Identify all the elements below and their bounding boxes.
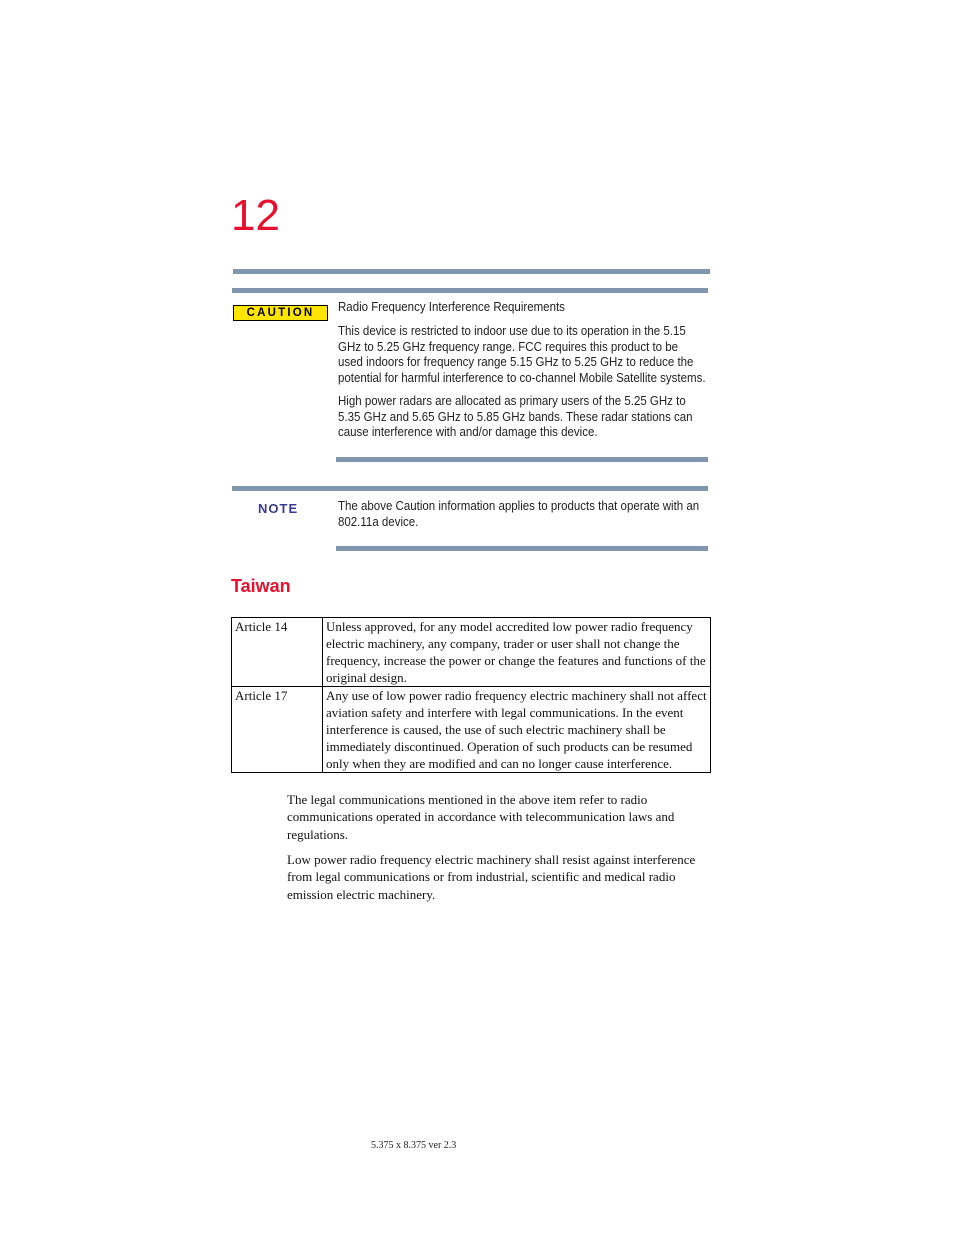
article-label: Article 14 [232, 618, 323, 687]
note-badge: NOTE [258, 501, 299, 516]
caution-badge: CAUTION [233, 305, 328, 321]
table-row [232, 618, 711, 687]
articles-table [231, 617, 711, 773]
caution-paragraph-2: High power radars are allocated as primary users of the 5.25 GHz to 5.35 GHz and 5.65 GHz to 5.85 GHz bands. These radar stations can cause interference with and/or damage this device. [338, 394, 693, 439]
note-bottom-rule [336, 546, 708, 551]
page-footer: 5.375 x 8.375 ver 2.3 [371, 1140, 457, 1151]
page-number: 12 [231, 191, 280, 240]
note-text: The above Caution information applies to products that operate with an 802.11a device. [338, 499, 700, 529]
body-paragraph-1: The legal communications mentioned in the above item refer to radio communications operated in accordance with telecommunication laws and regulations. [287, 792, 675, 842]
caution-paragraph-1: This device is restricted to indoor use due to its operation in the 5.15 GHz to 5.25 GHz frequency range. FCC requires this product to be used indoors for frequency range 5.15 GHz to 5.25 GHz to reduce the potential for harmful interference to co-channel Mobile Satellite systems. [338, 324, 706, 385]
caution-bottom-rule [336, 457, 708, 462]
article-label: Article 17 [232, 687, 323, 773]
article-text: Unless approved, for any model accredited low power radio frequency electric machinery, any company, trader or user shall not change the frequency, increase the power or change the features and functions of the original design. [323, 618, 711, 687]
body-paragraph-2: Low power radio frequency electric machinery shall resist against interference from legal communications or from industrial, scientific and medical radio emission electric machinery. [287, 852, 696, 902]
caution-title: Radio Frequency Interference Requirements [338, 300, 565, 314]
table-row [232, 687, 711, 773]
section-heading: Taiwan [231, 576, 291, 596]
note-top-rule [232, 486, 708, 491]
header-rule [233, 269, 710, 274]
article-text: Any use of low power radio frequency electric machinery shall not affect aviation safety and interfere with legal communications. In the event interference is caused, the use of such electric machinery shall be immediately discontinued. Operation of such products can be resumed only when they are modified and can no longer cause interference. [323, 687, 711, 773]
caution-top-rule [232, 288, 708, 293]
